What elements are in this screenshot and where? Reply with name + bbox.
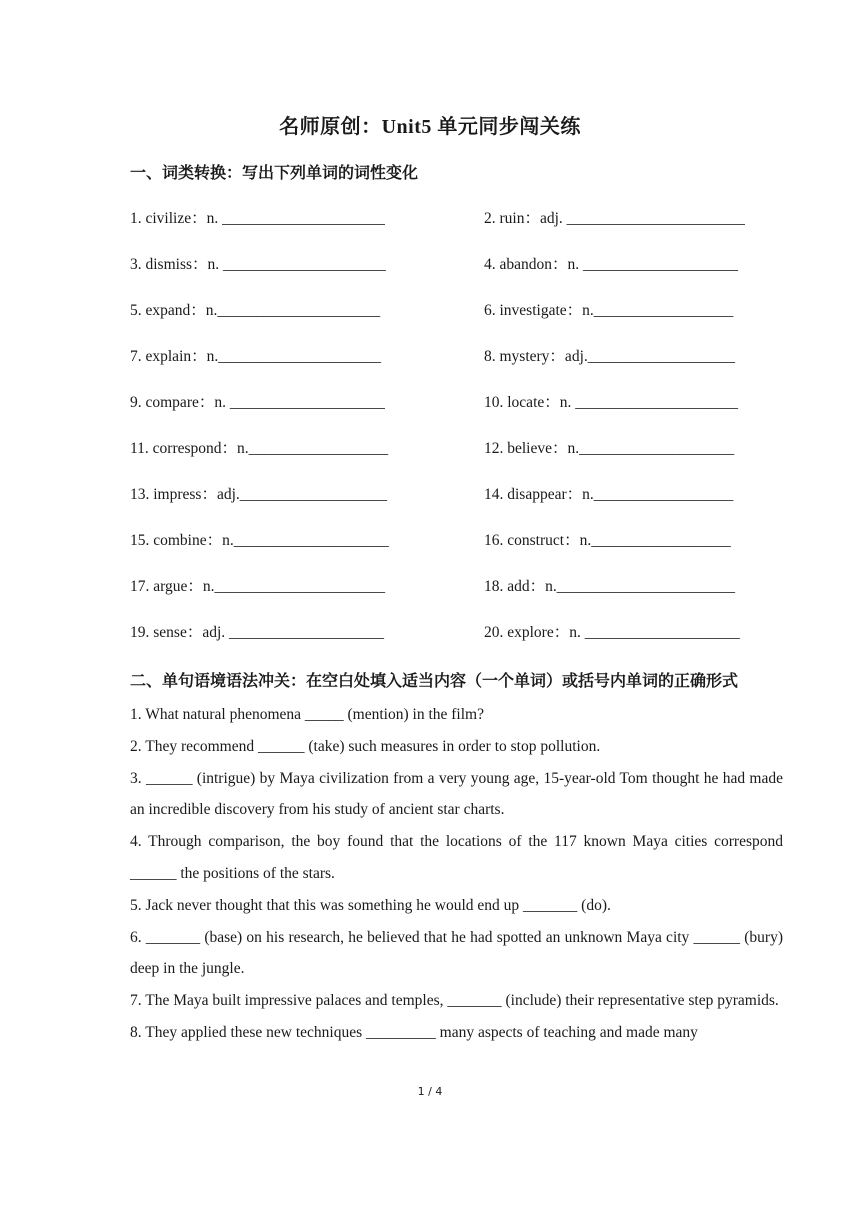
exercise-sentence: 5. Jack never thought that this was something he would end up _______ (do). [130, 896, 611, 914]
answer-blank[interactable]: ___________________ [239, 486, 388, 503]
vocab-item [130, 206, 385, 228]
vocab-item-label: 6. investigate：n. [484, 302, 594, 319]
answer-blank[interactable]: _____________________ [223, 256, 386, 273]
vocab-item [130, 574, 385, 596]
exercise-sentence: 7. The Maya built impressive palaces and temples, _______ (include) their representative step pyramids. [130, 992, 779, 1010]
vocab-item-label: 20. explore：n. [484, 624, 585, 641]
vocab-row [0, 390, 860, 412]
answer-blank[interactable]: ____________________ [229, 624, 385, 641]
vocab-item [484, 252, 738, 274]
vocab-item-label: 9. compare：n. [130, 394, 230, 411]
vocab-item [130, 482, 387, 504]
exercise-sentence: 2. They recommend ______ (take) such measures in order to stop pollution. [130, 737, 601, 755]
vocab-item-label: 5. expand：n. [130, 302, 218, 319]
section-2-heading: 二、单句语境语法冲关：在空白处填入适当内容（一个单词）或括号内单词的正确形式 [130, 671, 739, 690]
answer-blank[interactable]: ______________________ [214, 578, 386, 595]
vocab-item-label: 2. ruin：adj. [484, 210, 567, 227]
answer-blank[interactable]: _____________________ [222, 210, 385, 227]
vocab-item [130, 436, 388, 458]
vocab-item-label: 19. sense：adj. [130, 624, 230, 641]
answer-blank[interactable]: _____________________ [218, 348, 381, 365]
answer-blank[interactable]: __________________ [591, 532, 731, 549]
vocab-item [484, 436, 734, 458]
answer-blank[interactable]: _______________________ [556, 578, 736, 595]
vocab-item [130, 344, 381, 366]
vocab-row [0, 206, 860, 228]
section-1-heading: 一、词类转换：写出下列单词的词性变化 [130, 163, 419, 182]
answer-blank[interactable]: __________________ [593, 486, 734, 503]
vocab-item-label: 1. civilize：n. [130, 210, 223, 227]
vocab-item [130, 390, 385, 412]
vocab-item [484, 344, 735, 366]
vocab-row [0, 298, 860, 320]
vocab-item [484, 206, 745, 228]
vocab-item [130, 620, 384, 642]
vocab-item-label: 15. combine：n. [130, 532, 234, 549]
vocab-row [0, 344, 860, 366]
vocab-item [484, 390, 738, 412]
vocab-item [130, 252, 386, 274]
vocab-item-label: 3. dismiss：n. [130, 256, 224, 273]
exercise-sentence: 8. They applied these new techniques _________ many aspects of teaching and made many [130, 1023, 698, 1041]
answer-blank[interactable]: __________________ [248, 440, 389, 457]
vocab-item-label: 7. explain：n. [130, 348, 219, 365]
vocab-item-label: 10. locate：n. [484, 394, 576, 411]
answer-blank[interactable]: __________________ [593, 302, 734, 319]
vocab-item [484, 528, 731, 550]
vocab-item-label: 17. argue：n. [130, 578, 215, 595]
vocab-item-label: 12. believe：n. [484, 440, 580, 457]
exercise-sentence: 3. ______ (intrigue) by Maya civilization from a very young age, 15-year-old Tom thought he had made an incredible discovery from his study of ancient star charts. [130, 769, 783, 819]
sentence-list [130, 699, 783, 1049]
vocab-row [0, 620, 860, 642]
vocab-item-label: 14. disappear：n. [484, 486, 594, 503]
vocab-item-label: 11. correspond：n. [130, 440, 249, 457]
vocab-item [484, 620, 740, 642]
exercise-sentence: 6. _______ (base) on his research, he believed that he had spotted an unknown Maya city ______ (bury) deep in the jungle. [130, 928, 783, 978]
answer-blank[interactable]: ____________________ [583, 256, 739, 273]
vocab-item [484, 482, 733, 504]
answer-blank[interactable]: _____________________ [575, 394, 739, 411]
vocab-row [0, 252, 860, 274]
exercise-sentence: 1. What natural phenomena _____ (mention) in the film? [130, 706, 484, 723]
answer-blank[interactable]: ____________________ [229, 394, 385, 411]
vocab-item-label: 18. add：n. [484, 578, 557, 595]
vocab-item-label: 4. abandon：n. [484, 256, 584, 273]
vocab-item [130, 298, 380, 320]
vocab-item [484, 298, 733, 320]
answer-blank[interactable]: ____________________ [579, 440, 735, 457]
vocab-row [0, 528, 860, 550]
vocab-item-label: 13. impress：adj. [130, 486, 240, 503]
answer-blank[interactable]: _____________________ [217, 302, 381, 319]
page-number: 1 / 4 [417, 1085, 443, 1098]
page-title: 名师原创：Unit5 单元同步闯关练 [279, 116, 581, 138]
exercise-sentence: 4. Through comparison, the boy found that the locations of the 117 known Maya cities correspond ______ the positions of the stars. [130, 833, 783, 882]
answer-blank[interactable]: ____________________ [233, 532, 389, 549]
vocab-row [0, 482, 860, 504]
vocab-item [130, 528, 389, 550]
answer-blank[interactable]: ____________________ [584, 624, 740, 641]
vocab-item [484, 574, 735, 596]
vocab-row [0, 574, 860, 596]
vocab-item-label: 16. construct：n. [484, 532, 592, 549]
answer-blank[interactable]: ___________________ [587, 348, 735, 365]
vocab-row [0, 436, 860, 458]
vocab-item-label: 8. mystery：adj. [484, 348, 588, 365]
answer-blank[interactable]: _______________________ [566, 210, 745, 227]
